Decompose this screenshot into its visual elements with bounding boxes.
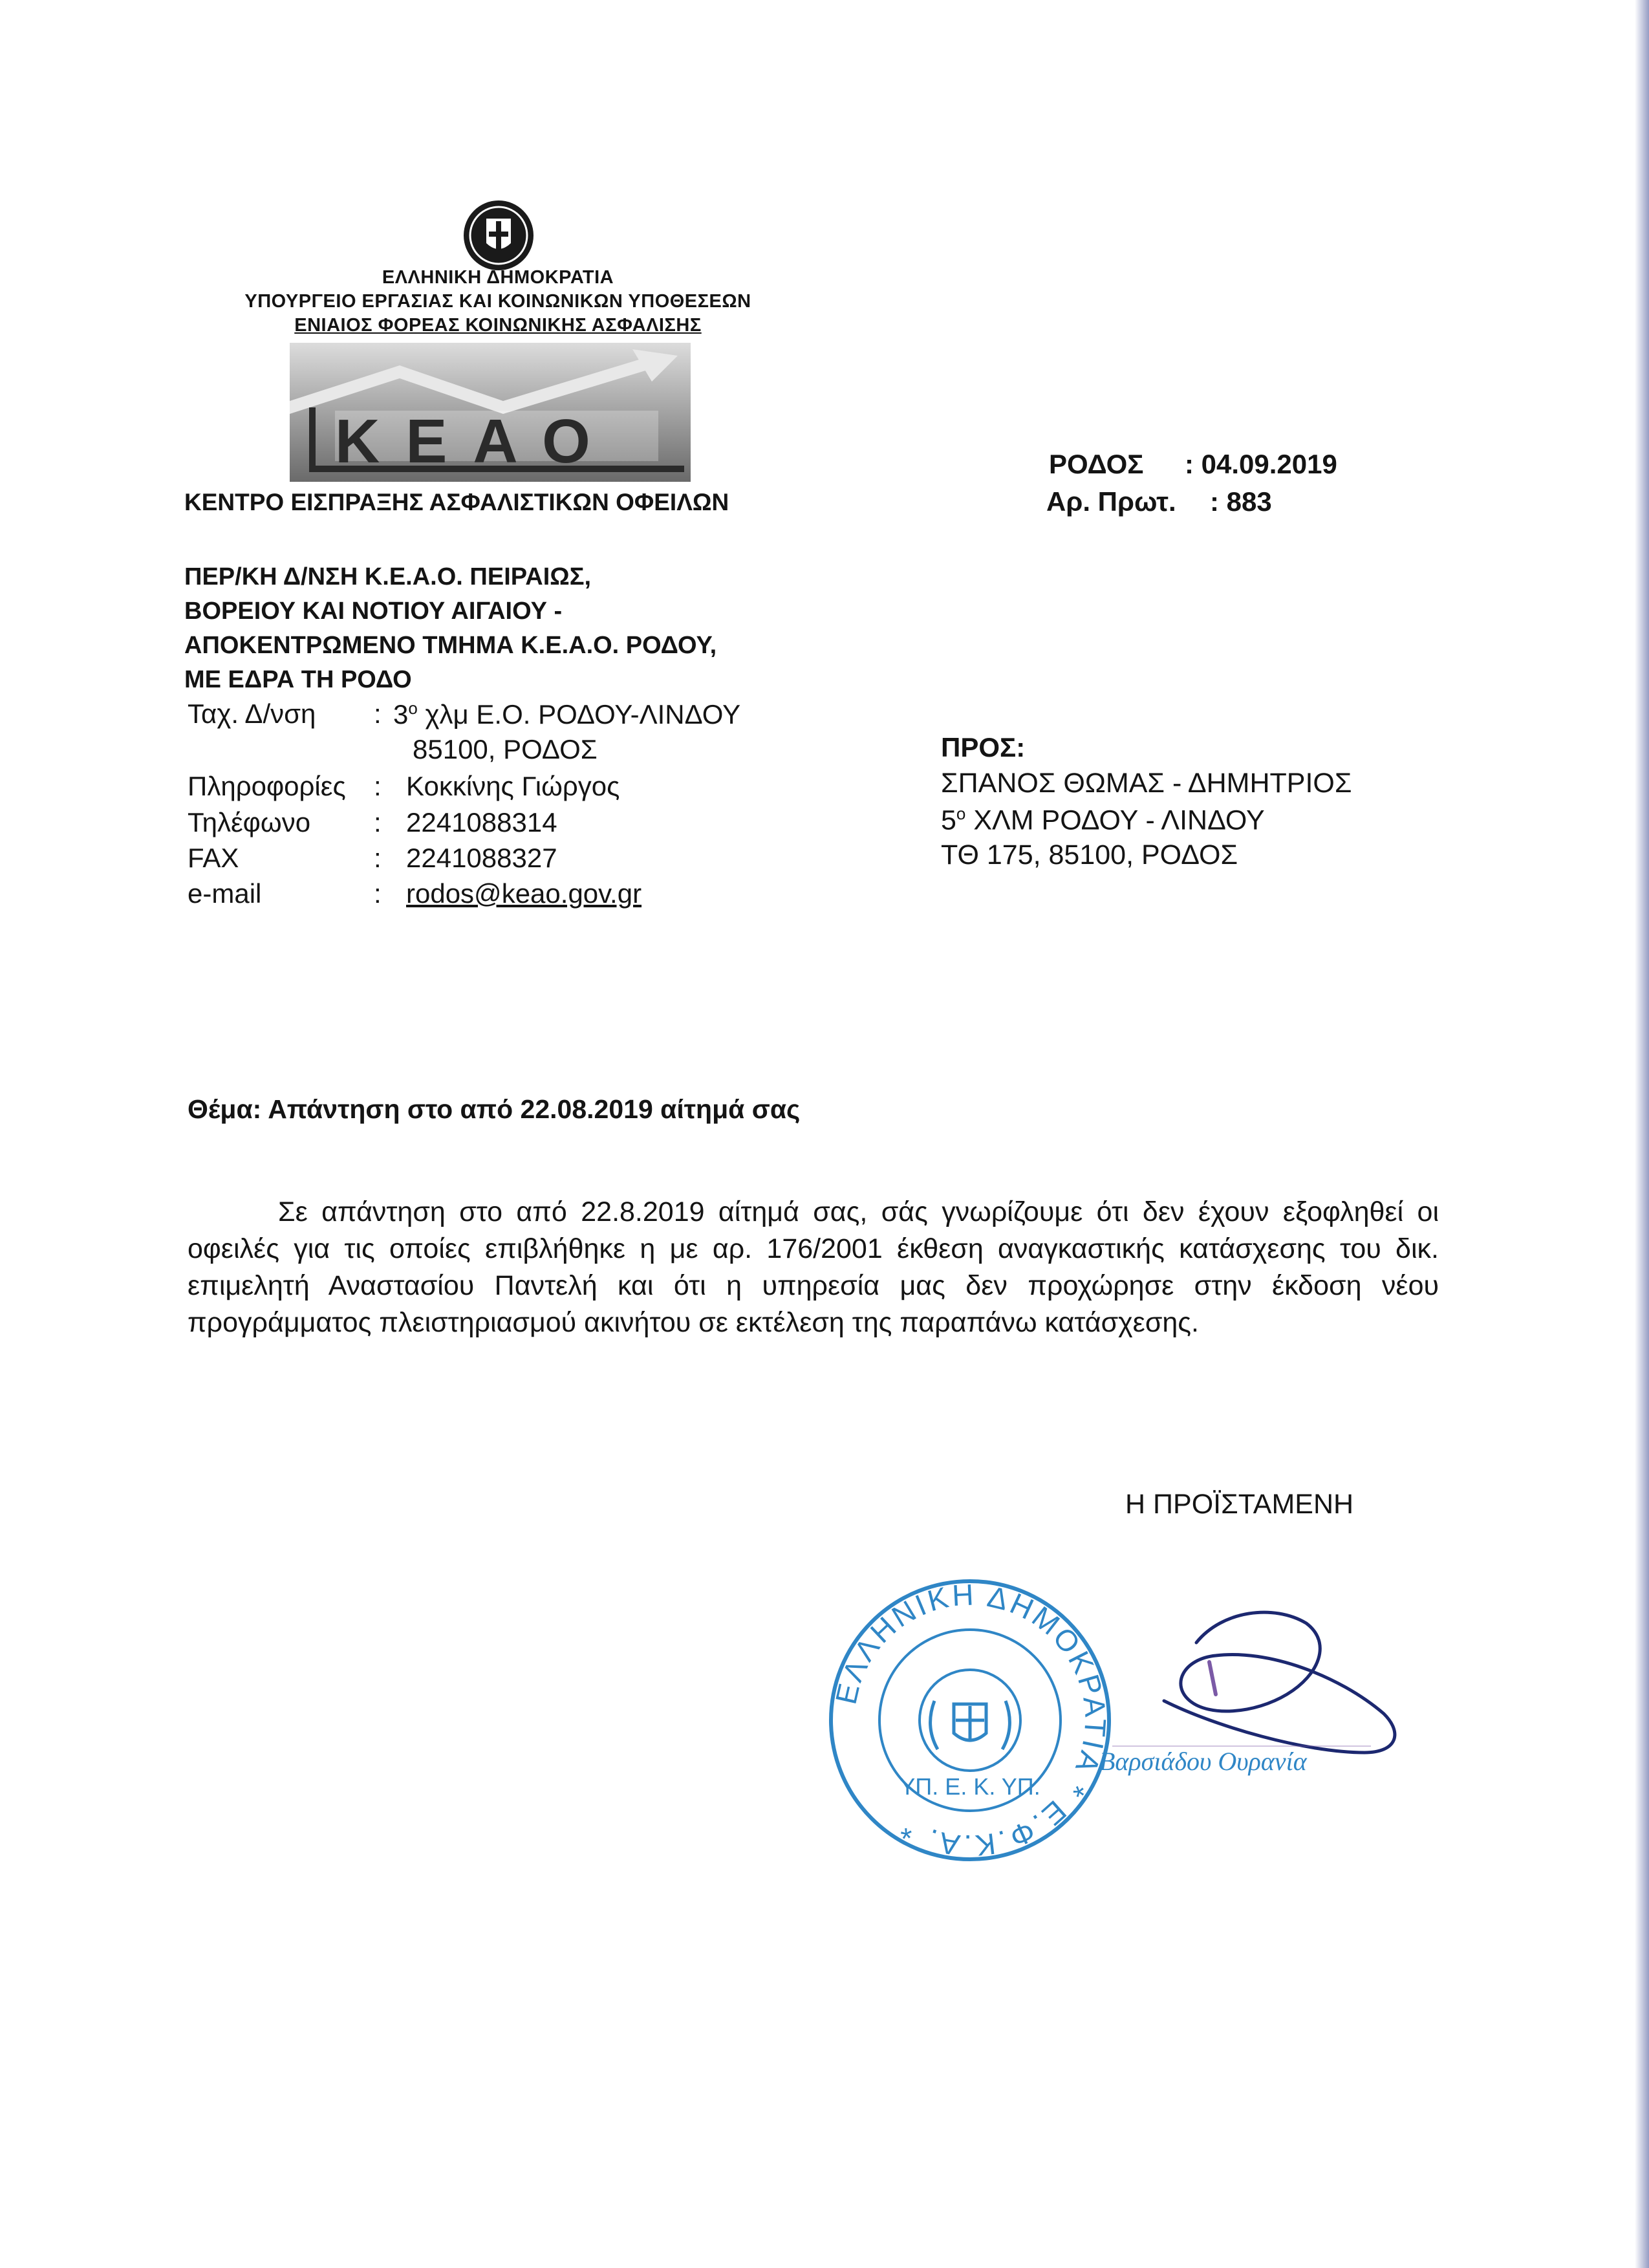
- keao-logo: [290, 343, 691, 482]
- scan-edge: [1635, 0, 1649, 2268]
- info-label: Πληροφορίες: [188, 771, 346, 801]
- dept-line-3: ΑΠΟΚΕΝΤΡΩΜΕΝΟ ΤΜΗΜΑ Κ.Ε.Α.Ο. ΡΟΔΟΥ,: [184, 632, 717, 659]
- center-name: ΚΕΝΤΡΟ ΕΙΣΠΡΑΞΗΣ ΑΣΦΑΛΙΣΤΙΚΩΝ ΟΦΕΙΛΩΝ: [184, 489, 729, 515]
- recipient-address-line-2: ΤΘ 175, 85100, ΡΟΔΟΣ: [941, 839, 1238, 870]
- protocol-value: : 883: [1210, 486, 1272, 517]
- address-value: $3^o$ χλμ Ε.Ο. ΡΟΔΟΥ-ΛΙΝΔΟΥ: [393, 698, 741, 729]
- address-colon: :: [374, 698, 382, 729]
- handwritten-signature: [1061, 1597, 1449, 1830]
- recipient-name: ΣΠΑΝΟΣ ΘΩΜΑΣ - ΔΗΜΗΤΡΙΟΣ: [941, 768, 1352, 799]
- dept-line-1: ΠΕΡ/ΚΗ Δ/ΝΣΗ Κ.Ε.Α.Ο. ΠΕΙΡΑΙΩΣ,: [184, 563, 592, 590]
- email-label: e-mail: [188, 878, 262, 909]
- svg-text:ΥΠ. Ε. Κ. ΥΠ.: ΥΠ. Ε. Κ. ΥΠ.: [900, 1773, 1040, 1800]
- greek-emblem-icon: [460, 195, 537, 272]
- dept-line-4: ΜΕ ΕΔΡΑ ΤΗ ΡΟΔΟ: [184, 666, 412, 693]
- fax-colon: :: [374, 843, 382, 873]
- info-colon: :: [374, 771, 382, 801]
- header-ministry: ΥΠΟΥΡΓΕΙΟ ΕΡΓΑΣΙΑΣ ΚΑΙ ΚΟΙΝΩΝΙΚΩΝ ΥΠΟΘΕΣΕΩΝ: [244, 291, 751, 312]
- recipient-label: ΠΡΟΣ:: [941, 732, 1026, 762]
- header-fund: ΕΝΙΑΙΟΣ ΦΟΡΕΑΣ ΚΟΙΝΩΝΙΚΗΣ ΑΣΦΑΛΙΣΗΣ: [294, 315, 702, 336]
- email-colon: :: [374, 878, 382, 909]
- place-label: ΡΟΔΟΣ: [1049, 449, 1144, 479]
- logo-text: ΚΕΑΟ: [335, 407, 616, 476]
- fax-label: FAX: [188, 843, 239, 873]
- body-paragraph: Σε απάντηση στο από 22.8.2019 αίτημά σας, σάς γνωρίζουμε ότι δεν έχουν εξοφληθεί οι οφειλές για τις οποίες επιβλήθηκε η με αρ. 176/2001 έκθεση αναγκαστικής κατάσχεσης του δικ. επιμελητή Αναστασίου Παντελή και ότι η υπηρεσία μας δεν προχώρησε στην έκδοση νέου προγράμματος πλειστηριασμού ακινήτου σε εκτέλεση της παραπάνω κατάσχεσης.: [188, 1196, 1439, 1338]
- signature-name: Βαρσιάδου Ουρανία: [1099, 1747, 1307, 1776]
- phone-colon: :: [374, 807, 382, 837]
- signature-title: Η ΠΡΟΪΣΤΑΜΕΝΗ: [1125, 1489, 1354, 1520]
- protocol-label: Αρ. Πρωτ.: [1046, 486, 1176, 517]
- info-value: Κοκκίνης Γιώργος: [406, 771, 620, 801]
- fax-value: 2241088327: [406, 843, 557, 873]
- address-label: Ταχ. Δ/νση: [188, 698, 316, 729]
- phone-value: 2241088314: [406, 807, 557, 837]
- dept-line-2: ΒΟΡΕΙΟΥ ΚΑΙ ΝΟΤΙΟΥ ΑΙΓΑΙΟΥ -: [184, 598, 563, 625]
- phone-label: Τηλέφωνο: [188, 807, 311, 837]
- recipient-address: $5^o$ ΧΛΜ ΡΟΔΟΥ - ΛΙΝΔΟΥ: [941, 804, 1265, 836]
- header-republic: ΕΛΛΗΝΙΚΗ ΔΗΜΟΚΡΑΤΙΑ: [382, 267, 614, 288]
- date-value: : 04.09.2019: [1185, 449, 1337, 479]
- svg-text:ΕΛΛΗΝΙΚΗ ΔΗΜΟΚΡΑΤΙΑ * Ε.Φ.Κ.Α.: ΕΛΛΗΝΙΚΗ ΔΗΜΟΚΡΑΤΙΑ * Ε.Φ.Κ.Α. *: [828, 1577, 1113, 1863]
- email-link[interactable]: rodos@keao.gov.gr: [406, 878, 642, 909]
- subject-line: Θέμα: Απάντηση στο από 22.08.2019 αίτημά σας: [188, 1094, 801, 1124]
- address-line-2: 85100, ΡΟΔΟΣ: [413, 734, 598, 764]
